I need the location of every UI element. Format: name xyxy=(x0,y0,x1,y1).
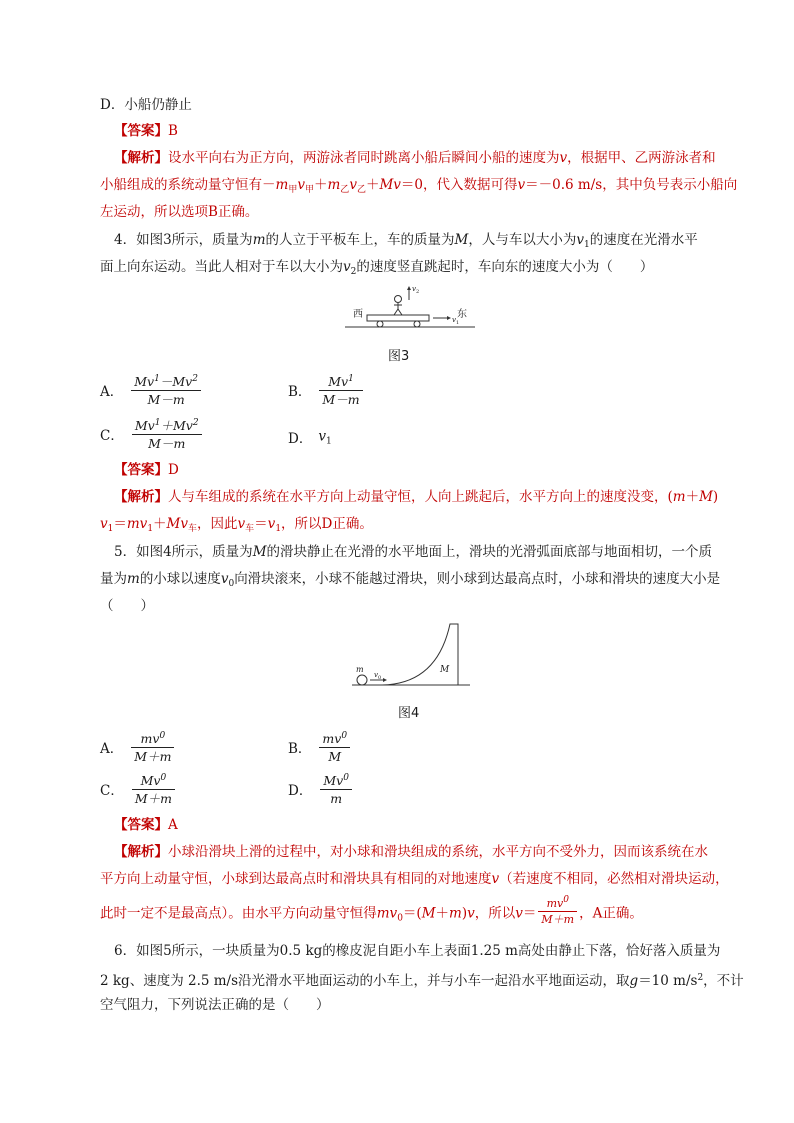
analysis-tag: 【解析】 xyxy=(114,844,168,860)
svg-text:m: m xyxy=(356,665,364,674)
answer-value: B xyxy=(168,123,178,139)
answer-value: A xyxy=(168,817,178,833)
q5-option-a: A． $\frac{mv^0}{M+m}$ xyxy=(100,729,176,764)
svg-text:2: 2 xyxy=(416,289,420,295)
svg-text:v: v xyxy=(412,285,416,293)
svg-text:v: v xyxy=(374,671,378,679)
q5-option-d: D． $\frac{Mv^0}{m}$ xyxy=(288,771,354,806)
q4-option-c: C． $\frac{Mv^1+Mv^2}{M-m}$ xyxy=(100,416,204,451)
q4-answer xyxy=(114,460,179,480)
q5-answer xyxy=(114,815,178,835)
q5-analysis-line-2: 平方向上动量守恒，小球到达最高点时和滑块具有相同的对地速度v（若速度不相同，必然相对滑块运动， xyxy=(100,871,729,887)
figure-west-label: 西 xyxy=(353,309,363,320)
q3-answer xyxy=(114,121,178,141)
q3-option-d: D．小船仍静止 xyxy=(100,97,192,113)
q4-option-d: D． $v_1$ xyxy=(288,428,332,447)
q5-analysis-line-1: 【解析】小球沿滑块上滑的过程中，对小球和滑块组成的系统，水平方向不受外力，因而该系统在水 xyxy=(114,844,708,860)
svg-text:1: 1 xyxy=(456,320,460,326)
q3-analysis-line-2: 小船组成的系统动量守恒有$-m_甲v_甲+m_乙v_乙+Mv=0$，代入数据可得v＝－0.6 m/s，其中负号表示小船向 xyxy=(100,177,738,195)
q4-analysis-line-1: 【解析】人与车组成的系统在水平方向上动量守恒，人向上跳起后，水平方向上的速度没变，(m＋M) xyxy=(114,489,719,505)
q5-option-c: C． $\frac{Mv^0}{M+m}$ xyxy=(100,771,177,806)
analysis-tag: 【解析】 xyxy=(114,150,168,166)
answer-tag: 【答案】 xyxy=(114,817,168,833)
figure-3-caption: 图3 xyxy=(388,349,410,364)
q4-stem-line-2: 面上向东运动。当此人相对于车以大小为$v_2$的速度竖直跳起时，车向东的速度大小为（ ） xyxy=(100,259,654,277)
q3-analysis-line-3: 左运动，所以选项B正确。 xyxy=(100,204,259,220)
q6-stem-line-1: 6．如图5所示，一块质量为0.5 kg的橡皮泥自距小车上表面1.25 m高处由静止下落，恰好落入质量为 xyxy=(114,943,721,959)
q4-option-a: A． $\frac{Mv^1-Mv^2}{M-m}$ xyxy=(100,372,203,407)
q4-option-b: B． $\frac{Mv^1}{M-m}$ xyxy=(288,372,365,407)
q5-stem-line-2: 量为m的小球以速度$v_0$向滑块滚来，小球不能越过滑块，则小球到达最高点时，小球和滑块的速度大小是 xyxy=(100,571,721,589)
answer-tag: 【答案】 xyxy=(114,123,168,139)
q3-analysis-line-1: 【解析】设水平向右为正方向，两游泳者同时跳离小船后瞬间小船的速度为v，根据甲、乙两游泳者和 xyxy=(114,150,716,166)
q6-stem-line-3: 空气阻力，下列说法正确的是（ ） xyxy=(100,997,330,1013)
figure-3-cart xyxy=(345,282,475,332)
figure-4-slope xyxy=(352,622,470,692)
figure-4-caption: 图4 xyxy=(398,706,420,721)
q5-stem-line-3: （ ） xyxy=(100,598,154,614)
q6-stem-line-2: 2 kg、速度为 2.5 m/s沿光滑水平地面运动的小车上，并与小车一起沿水平地面运动，取g＝10 $m/s^2$，不计 xyxy=(100,973,744,989)
q4-stem-line-1: 4．如图3所示，质量为m的人立于平板车上，车的质量为M，人与车以大小为$v_1$的速度在光滑水平 xyxy=(114,232,698,250)
analysis-tag: 【解析】 xyxy=(114,489,168,505)
answer-tag: 【答案】 xyxy=(114,462,168,478)
svg-text:M: M xyxy=(440,665,450,675)
svg-text:0: 0 xyxy=(378,675,382,681)
answer-value: D xyxy=(168,462,179,478)
figure-east-label: 东 xyxy=(457,309,467,320)
q5-option-b: B． $\frac{mv^0}{M}$ xyxy=(288,729,352,764)
svg-text:v: v xyxy=(452,316,456,324)
q4-analysis-line-2: $v_1=mv_1+Mv_车$，因此$v_车=v_1$，所以D正确。 xyxy=(100,516,373,534)
q5-analysis-line-3: 此时一定不是最高点）。由水平方向动量守恒得$mv_0=(M+m)v$，所以v＝ $\frac{mv^0}{M+m}$ ，A正确。 xyxy=(100,895,643,926)
q5-stem-line-1: 5．如图4所示，质量为M的滑块静止在光滑的水平地面上，滑块的光滑弧面底部与地面相切，一个质 xyxy=(114,544,713,560)
